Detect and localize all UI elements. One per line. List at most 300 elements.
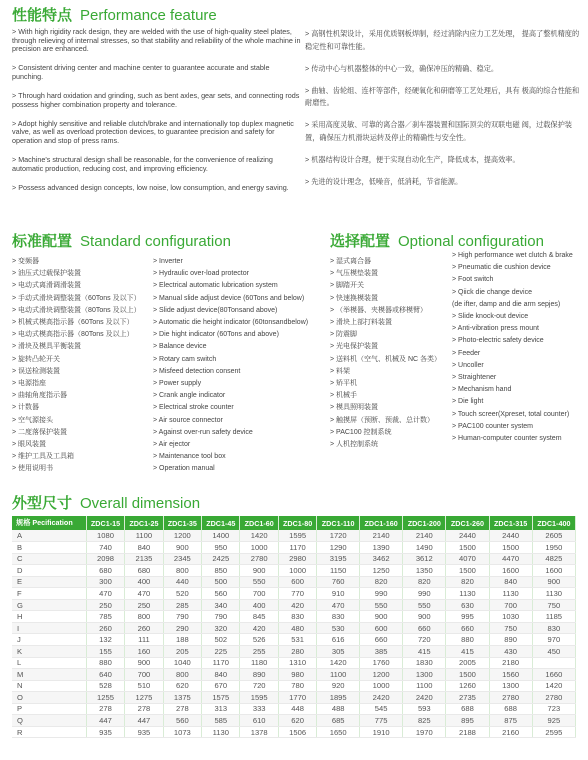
- optional-cn-item: > 料架: [330, 366, 441, 378]
- table-cell: 1100: [317, 669, 360, 681]
- standard-cn-item: > 曲轴角度指示器: [12, 390, 141, 402]
- table-cell: 132: [86, 634, 124, 646]
- table-cell: 530: [317, 622, 360, 634]
- table-cell: 593: [403, 703, 446, 715]
- table-row: [12, 542, 576, 554]
- table-cell: 1300: [489, 680, 532, 692]
- table-cell: 2980: [278, 553, 316, 565]
- table-cell: 1490: [403, 542, 446, 554]
- table-cell: 400: [125, 576, 163, 588]
- table-cell: 531: [278, 634, 316, 646]
- standard-en-item: > Slide adjust device(80Tonsand above): [153, 305, 308, 317]
- table-cell: 470: [125, 588, 163, 600]
- table-cell: 830: [278, 611, 316, 623]
- table-cell: 990: [403, 588, 446, 600]
- table-cell: 1290: [317, 542, 360, 554]
- optional-en-list: [452, 250, 573, 445]
- optional-en-item: > Straightener: [452, 372, 573, 384]
- table-cell: 1130: [532, 588, 575, 600]
- table-row: [12, 715, 576, 727]
- performance-en-list: [12, 28, 302, 203]
- table-cell: 260: [86, 622, 124, 634]
- table-cell: 840: [202, 669, 240, 681]
- table-cell: 1130: [202, 726, 240, 738]
- table-cell: 1130: [446, 588, 489, 600]
- performance-cn-item: > 采用高度灵敏、可靠的离合器／刹车器装置和国际顶尖的双联电磁 阀，过载保护装置，确保压力机滑块运转及停止的精确性与安全性。: [305, 120, 572, 142]
- table-cell: 1080: [86, 530, 124, 542]
- table-cell: 4825: [532, 553, 575, 565]
- table-cell: 800: [163, 565, 201, 577]
- table-cell: 688: [489, 703, 532, 715]
- table-cell: 790: [202, 611, 240, 623]
- standard-cn-item: > 旋转凸轮开关: [12, 354, 141, 366]
- table-cell: 447: [125, 715, 163, 727]
- table-cell: 333: [240, 703, 278, 715]
- standard-en-item: > Operation manual: [153, 463, 308, 475]
- row-label-cell: J: [12, 634, 86, 646]
- table-cell: 800: [163, 669, 201, 681]
- table-cell: 670: [202, 680, 240, 692]
- table-cell: 1200: [163, 530, 201, 542]
- table-cell: 935: [125, 726, 163, 738]
- table-cell: 2345: [163, 553, 201, 565]
- table-cell: 1300: [403, 669, 446, 681]
- table-row: [12, 599, 576, 611]
- table-cell: 1950: [532, 542, 575, 554]
- table-cell: 470: [317, 599, 360, 611]
- table-cell: 3462: [360, 553, 403, 565]
- dimension-heading: [12, 492, 200, 513]
- performance-cn-item: > 高钢性机架设计，采用优质钢板焊制，经过消除内应力工艺处理， 提高了整机精度的稳定性和可靠性能。: [305, 29, 580, 51]
- optional-cn-item: > 人机控制系统: [330, 439, 441, 451]
- table-cell: 895: [446, 715, 489, 727]
- optional-cn-item: > 快速换模装置: [330, 293, 441, 305]
- standard-en-item: > Electrical stroke counter: [153, 402, 308, 414]
- table-cell: 2605: [532, 530, 575, 542]
- optional-heading: [330, 230, 544, 251]
- table-cell: 640: [86, 669, 124, 681]
- optional-cn-item: > PAC100 控制系统: [330, 427, 441, 439]
- standard-cn-item: > 电动式离滑调滑装置: [12, 280, 141, 292]
- model-column-header: ZDC1-400: [532, 516, 575, 530]
- table-cell: 1400: [202, 530, 240, 542]
- dimension-header-row: [12, 516, 576, 530]
- table-cell: 585: [202, 715, 240, 727]
- table-cell: 1660: [532, 669, 575, 681]
- table-cell: 1275: [125, 692, 163, 704]
- table-cell: 740: [86, 542, 124, 554]
- table-cell: 502: [202, 634, 240, 646]
- table-cell: 420: [240, 622, 278, 634]
- dimension-title-cn: 外型尺寸: [12, 495, 73, 512]
- optional-en-item: > Feeder: [452, 348, 573, 360]
- table-cell: 1506: [278, 726, 316, 738]
- table-cell: 830: [532, 622, 575, 634]
- optional-title-cn: 选择配置: [330, 233, 391, 250]
- performance-heading: [12, 4, 217, 25]
- table-cell: 1420: [317, 657, 360, 669]
- performance-en-item: > Through hard oxidation and grinding, such as bent axles, gear sets, and connecting rods possess higher combination property and tolerance.: [12, 90, 300, 109]
- table-cell: 260: [125, 622, 163, 634]
- table-cell: 620: [278, 715, 316, 727]
- table-cell: 900: [125, 657, 163, 669]
- row-label-cell: D: [12, 565, 86, 577]
- optional-cn-item: > 气压模垫装置: [330, 268, 441, 280]
- table-cell: 280: [278, 645, 316, 657]
- table-cell: 750: [489, 622, 532, 634]
- table-cell: 990: [360, 588, 403, 600]
- row-label-cell: P: [12, 703, 86, 715]
- standard-en-item: > Rotary cam switch: [153, 354, 308, 366]
- table-cell: 1310: [278, 657, 316, 669]
- standard-cn-item: > 使用说明书: [12, 463, 141, 475]
- table-cell: 995: [446, 611, 489, 623]
- standard-en-item: > Inverter: [153, 256, 308, 268]
- optional-en-item: > Pneumatic die cushion device: [452, 262, 573, 274]
- performance-cn-item: > 传动中心与机器整体的中心一致，确保冲压的精确、稳定。: [305, 63, 499, 73]
- table-cell: 790: [163, 611, 201, 623]
- table-row: [12, 553, 576, 565]
- model-column-header: ZDC1-80: [278, 516, 316, 530]
- table-row: [12, 703, 576, 715]
- row-label-cell: I: [12, 622, 86, 634]
- table-row: [12, 530, 576, 542]
- table-row: [12, 657, 576, 669]
- performance-cn-list: [305, 28, 585, 198]
- table-cell: 685: [317, 715, 360, 727]
- row-label-cell: Q: [12, 715, 86, 727]
- table-cell: 620: [163, 680, 201, 692]
- dimension-table: [12, 516, 576, 738]
- table-cell: 890: [489, 634, 532, 646]
- optional-en-item: > Human-computer counter system: [452, 433, 573, 445]
- standard-en-item: > Electrical automatic lubrication system: [153, 280, 308, 292]
- table-cell: 188: [163, 634, 201, 646]
- performance-en-item: > Consistent driving center and machine center to guarantee accurate and stable punching.: [12, 63, 270, 81]
- table-cell: 1830: [403, 657, 446, 669]
- table-cell: 1595: [278, 530, 316, 542]
- table-cell: 1260: [446, 680, 489, 692]
- table-row: [12, 645, 576, 657]
- table-cell: 278: [125, 703, 163, 715]
- model-column-header: ZDC1-45: [202, 516, 240, 530]
- table-cell: 225: [202, 645, 240, 657]
- optional-en-item: > Mechanism hand: [452, 384, 573, 396]
- table-row: [12, 680, 576, 692]
- table-cell: 840: [489, 576, 532, 588]
- standard-en-item: > Automatic die height indicator (60tonsandbelow): [153, 317, 308, 329]
- table-row: [12, 634, 576, 646]
- table-cell: 700: [240, 588, 278, 600]
- standard-en-item: > Maintenance tool box: [153, 451, 308, 463]
- table-cell: 2160: [489, 726, 532, 738]
- table-cell: 278: [86, 703, 124, 715]
- row-label-cell: A: [12, 530, 86, 542]
- table-cell: 750: [532, 599, 575, 611]
- table-cell: 720: [403, 634, 446, 646]
- table-cell: 4070: [446, 553, 489, 565]
- optional-en-item: (de ifter, damp and die arm sepjes): [452, 300, 561, 308]
- standard-en-item: > Misfeed detection consent: [153, 366, 308, 378]
- table-cell: 1170: [202, 657, 240, 669]
- standard-title-cn: 标准配置: [12, 233, 73, 250]
- row-label-cell: R: [12, 726, 86, 738]
- table-cell: 1150: [317, 565, 360, 577]
- table-cell: 1420: [532, 680, 575, 692]
- table-cell: 680: [125, 565, 163, 577]
- standard-cn-item: > 滑块及模具平衡装置: [12, 341, 141, 353]
- standard-en-item: > Against over-run safety device: [153, 427, 308, 439]
- table-cell: 2735: [446, 692, 489, 704]
- table-cell: 1030: [489, 611, 532, 623]
- table-cell: 4470: [489, 553, 532, 565]
- table-cell: 1500: [446, 542, 489, 554]
- dimension-title-en: Overall dimension: [80, 495, 201, 512]
- table-cell: 880: [86, 657, 124, 669]
- table-cell: 700: [125, 669, 163, 681]
- table-cell: 980: [278, 669, 316, 681]
- performance-cn-item: > 曲轴、齿轮组、连杆等部件，经硬氧化和研磨等工艺处理后，具有 极高的综合性能和耐磨性。: [305, 85, 580, 108]
- standard-cn-item: > 变频器: [12, 256, 141, 268]
- row-label-cell: F: [12, 588, 86, 600]
- standard-cn-item: > 眼风装置: [12, 439, 141, 451]
- table-cell: 320: [202, 622, 240, 634]
- table-cell: 440: [163, 576, 201, 588]
- table-row: [12, 588, 576, 600]
- table-cell: 1650: [317, 726, 360, 738]
- table-cell: 500: [202, 576, 240, 588]
- table-row: [12, 692, 576, 704]
- table-cell: 1378: [240, 726, 278, 738]
- model-column-header: ZDC1-315: [489, 516, 532, 530]
- table-cell: 488: [317, 703, 360, 715]
- table-cell: 250: [125, 599, 163, 611]
- table-cell: 3612: [403, 553, 446, 565]
- table-cell: 550: [360, 599, 403, 611]
- table-cell: 900: [403, 611, 446, 623]
- table-cell: 1970: [403, 726, 446, 738]
- model-column-header: ZDC1-160: [360, 516, 403, 530]
- table-cell: 970: [532, 634, 575, 646]
- table-cell: 2595: [532, 726, 575, 738]
- table-cell: 1100: [125, 530, 163, 542]
- table-cell: 1040: [163, 657, 201, 669]
- performance-en-item: > Adopt highly sensitive and reliable clutch/brake and internationally top duplex magnetic valve, as well as overload protection devices, to guarantee precision and safety for operation and stop of press rams.: [12, 118, 294, 145]
- table-cell: 920: [317, 680, 360, 692]
- table-cell: 2425: [202, 553, 240, 565]
- optional-cn-item: > 湿式离合器: [330, 256, 441, 268]
- standard-en-item: > Air source connector: [153, 415, 308, 427]
- row-label-cell: C: [12, 553, 86, 565]
- table-row: [12, 669, 576, 681]
- table-cell: 1595: [240, 692, 278, 704]
- table-cell: 1500: [446, 669, 489, 681]
- table-cell: 2780: [240, 553, 278, 565]
- model-column-header: ZDC1-110: [317, 516, 360, 530]
- table-cell: 1760: [360, 657, 403, 669]
- standard-cn-item: > 电动式滑块调整装置（80Tons 及以上）: [12, 305, 141, 317]
- table-cell: 1170: [278, 542, 316, 554]
- table-cell: 1500: [489, 542, 532, 554]
- table-cell: 545: [360, 703, 403, 715]
- optional-en-item: > Foot switch: [452, 274, 573, 286]
- model-column-header: ZDC1-60: [240, 516, 278, 530]
- table-cell: 1073: [163, 726, 201, 738]
- table-cell: 760: [317, 576, 360, 588]
- table-cell: 2188: [446, 726, 489, 738]
- table-cell: 1180: [240, 657, 278, 669]
- table-cell: 290: [163, 622, 201, 634]
- dimension-table-body: [12, 530, 576, 738]
- table-cell: 1720: [317, 530, 360, 542]
- table-cell: 1600: [532, 565, 575, 577]
- table-row: [12, 565, 576, 577]
- table-cell: 2140: [403, 530, 446, 542]
- performance-title-cn: 性能特点: [12, 7, 73, 24]
- table-cell: 450: [532, 645, 575, 657]
- table-cell: 900: [240, 565, 278, 577]
- table-cell: 1000: [278, 565, 316, 577]
- table-cell: 526: [240, 634, 278, 646]
- table-cell: 550: [403, 599, 446, 611]
- table-cell: 700: [489, 599, 532, 611]
- table-cell: 660: [403, 622, 446, 634]
- table-row: [12, 726, 576, 738]
- table-cell: 680: [86, 565, 124, 577]
- standard-en-item: > Power supply: [153, 378, 308, 390]
- model-column-header: ZDC1-15: [86, 516, 124, 530]
- standard-cn-item: > 油压式过载保护装置: [12, 268, 141, 280]
- optional-en-item: > High performance wet clutch & brake: [452, 250, 573, 262]
- standard-cn-item: > 电源指座: [12, 378, 141, 390]
- table-cell: 1420: [240, 530, 278, 542]
- standard-en-item: > Air ejector: [153, 439, 308, 451]
- table-cell: 935: [86, 726, 124, 738]
- standard-cn-item: > 手动式滑块调整装置（60Tons 及以下）: [12, 293, 141, 305]
- table-cell: 910: [317, 588, 360, 600]
- table-cell: 775: [360, 715, 403, 727]
- table-row: [12, 622, 576, 634]
- table-cell: 1000: [240, 542, 278, 554]
- standard-cn-item: > 误送检测装置: [12, 366, 141, 378]
- optional-title-en: Optional configuration: [398, 233, 544, 250]
- row-label-cell: K: [12, 645, 86, 657]
- table-cell: 1770: [278, 692, 316, 704]
- table-cell: 616: [317, 634, 360, 646]
- standard-cn-item: > 电动式模高指示器（80Tons 及以上）: [12, 329, 141, 341]
- table-cell: 250: [86, 599, 124, 611]
- table-cell: 2440: [446, 530, 489, 542]
- table-cell: 1185: [532, 611, 575, 623]
- table-cell: 600: [278, 576, 316, 588]
- standard-en-list: [153, 256, 308, 476]
- table-cell: 610: [240, 715, 278, 727]
- optional-cn-item: > 光电保护装置: [330, 341, 441, 353]
- optional-cn-item: > 脚踏开关: [330, 280, 441, 292]
- table-cell: 600: [360, 622, 403, 634]
- table-cell: 2135: [125, 553, 163, 565]
- table-cell: 447: [86, 715, 124, 727]
- table-cell: 1130: [489, 588, 532, 600]
- table-cell: 111: [125, 634, 163, 646]
- row-label-cell: G: [12, 599, 86, 611]
- optional-cn-list: [330, 256, 441, 451]
- table-cell: 785: [86, 611, 124, 623]
- table-cell: 1350: [403, 565, 446, 577]
- table-cell: 285: [163, 599, 201, 611]
- performance-en-item: > Possess advanced design concepts, low noise, low consumption, and energy saving.: [12, 182, 289, 192]
- standard-en-item: > Hydraulic over-load protector: [153, 268, 308, 280]
- table-cell: 1895: [317, 692, 360, 704]
- optional-cn-item: > 矫平机: [330, 378, 441, 390]
- table-cell: 880: [446, 634, 489, 646]
- optional-en-item: > Anti-vibration press mount: [452, 323, 573, 335]
- standard-heading: [12, 230, 231, 251]
- standard-cn-list: [12, 256, 141, 476]
- table-row: [12, 611, 576, 623]
- optional-cn-item: > （举模器、夹模器或移模臂）: [330, 305, 441, 317]
- table-cell: 900: [360, 611, 403, 623]
- model-column-header: ZDC1-260: [446, 516, 489, 530]
- table-cell: 313: [202, 703, 240, 715]
- table-cell: 2420: [360, 692, 403, 704]
- table-cell: 255: [240, 645, 278, 657]
- table-cell: 900: [163, 542, 201, 554]
- table-cell: 2780: [532, 692, 575, 704]
- table-cell: 800: [125, 611, 163, 623]
- standard-en-item: > Die hight indicator (60Tons and above): [153, 329, 308, 341]
- table-cell: 155: [86, 645, 124, 657]
- table-cell: 660: [446, 622, 489, 634]
- standard-en-item: > Crank angle indicator: [153, 390, 308, 402]
- standard-cn-item: > 空气源接头: [12, 415, 141, 427]
- table-cell: 660: [360, 634, 403, 646]
- model-column-header: ZDC1-200: [403, 516, 446, 530]
- optional-en-item: > Die light: [452, 396, 573, 408]
- table-cell: 1250: [360, 565, 403, 577]
- table-cell: 950: [202, 542, 240, 554]
- optional-en-item: > Photo-electric safety device: [452, 335, 573, 347]
- table-row: [12, 576, 576, 588]
- table-cell: 2780: [489, 692, 532, 704]
- table-cell: 723: [532, 703, 575, 715]
- spec-column-header: 规格 Pecification: [12, 516, 86, 530]
- table-cell: 560: [202, 588, 240, 600]
- table-cell: 528: [86, 680, 124, 692]
- table-cell: 340: [202, 599, 240, 611]
- standard-en-item: > Manual slide adjust device (60Tons and below): [153, 293, 308, 305]
- table-cell: 840: [125, 542, 163, 554]
- optional-cn-item: > 模具照明装置: [330, 402, 441, 414]
- table-cell: 520: [163, 588, 201, 600]
- table-cell: 1255: [86, 692, 124, 704]
- table-cell: 430: [489, 645, 532, 657]
- standard-cn-item: > 计数器: [12, 402, 141, 414]
- table-cell: 1200: [360, 669, 403, 681]
- row-label-cell: L: [12, 657, 86, 669]
- table-cell: 688: [446, 703, 489, 715]
- row-label-cell: O: [12, 692, 86, 704]
- standard-cn-item: > 二度落保护装置: [12, 427, 141, 439]
- table-cell: 2140: [360, 530, 403, 542]
- performance-en-item: > Machine's structural design shall be reasonable, for the convenience of realizing automatic production, reducing cost, and improving efficiency.: [12, 154, 273, 173]
- performance-title-en: Performance feature: [80, 7, 217, 24]
- table-cell: 415: [446, 645, 489, 657]
- optional-cn-item: > 滑块上部打料装置: [330, 317, 441, 329]
- table-cell: 720: [240, 680, 278, 692]
- table-cell: 3195: [317, 553, 360, 565]
- table-cell: 1000: [360, 680, 403, 692]
